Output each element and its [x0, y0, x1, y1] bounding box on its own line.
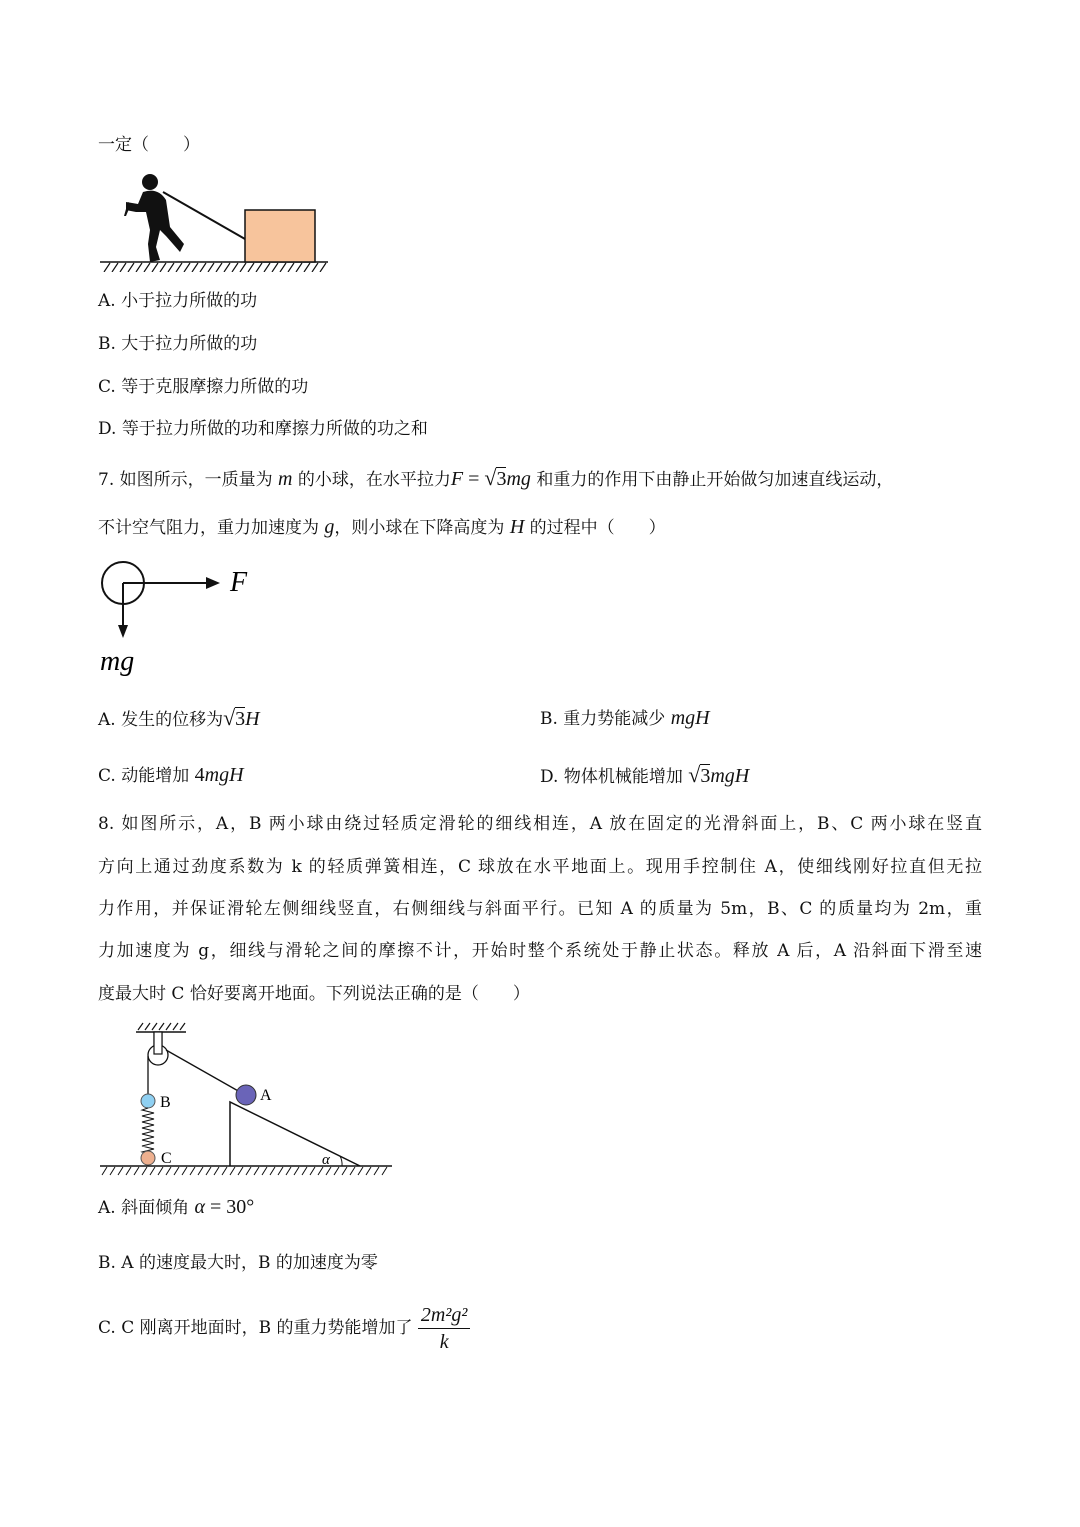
label-A: A — [260, 1087, 272, 1104]
q7-stem-line1: 7. 如图所示，一质量为 m 的小球，在水平拉力F = √3mg 和重力的作用下由静止开始做匀加速直线运动， — [98, 465, 894, 490]
q7-option-d: D. 物体机械能增加 √3mgH — [540, 762, 750, 787]
force-mg-label: mg — [100, 646, 135, 677]
q7-stem-line2: 不计空气阻力，重力加速度为 g，则小球在下降高度为 H 的过程中（ ） — [98, 516, 666, 538]
q8-stem-line2: 方向上通过劲度系数为 k 的轻质弹簧相连，C 球放在水平地面上。现用手控制住 A，使细线刚好拉直但无拉 — [98, 857, 982, 877]
q8-stem-line4: 力加速度为 g，细线与滑轮之间的摩擦不计，开始时整个系统处于静止状态。释放 A 后，A 沿斜面下滑至速 — [98, 941, 982, 961]
label-C: C — [161, 1150, 172, 1167]
q8-stem-line1: 8. 如图所示，A，B 两小球由绕过轻质定滑轮的细线相连，A 放在固定的光滑斜面上，B、C 两小球在竖直 — [98, 814, 982, 834]
q6-figure-person-pulling-box — [98, 172, 330, 272]
q6-stem-tail: 一定（ ） — [98, 135, 200, 155]
q8-pulley-incline-figure — [98, 1020, 394, 1180]
q8-option-a: A. 斜面倾角 α = 30° — [98, 1196, 255, 1218]
q6-option-c: C. 等于克服摩擦力所做的功 — [98, 377, 309, 397]
q6-option-d: D. 等于拉力所做的功和摩擦力所做的功之和 — [98, 419, 428, 439]
force-F-label: F — [230, 567, 248, 598]
person-silhouette — [124, 174, 184, 262]
q7-option-b: B. 重力势能减少 mgH — [540, 707, 710, 729]
q8-stem-line5: 度最大时 C 恰好要离开地面。下列说法正确的是（ ） — [98, 984, 530, 1004]
q8-option-c: C. C 刚离开地面时，B 的重力势能增加了 $\frac{\text{2m²g²}}{k}$ — [98, 1300, 470, 1356]
q7-force-diagram — [96, 558, 266, 680]
box — [245, 210, 315, 262]
label-B: B — [160, 1094, 171, 1111]
q8-stem-line3: 力作用，并保证滑轮左侧细线竖直，右侧细线与斜面平行。已知 A 的质量为 5m，B、C 的质量均为 2m，重 — [98, 899, 982, 919]
label-alpha: α — [322, 1152, 330, 1168]
q7-option-a: A. 发生的位移为√3H — [98, 705, 260, 730]
fraction: $\frac{\text{2m²g²}}{k}$ — [418, 1302, 470, 1355]
q8-option-b: B. A 的速度最大时，B 的加速度为零 — [98, 1253, 378, 1273]
q6-option-b: B. 大于拉力所做的功 — [98, 334, 258, 354]
q7-option-c: C. 动能增加 4mgH — [98, 764, 244, 786]
q6-option-a: A. 小于拉力所做的功 — [98, 291, 258, 311]
